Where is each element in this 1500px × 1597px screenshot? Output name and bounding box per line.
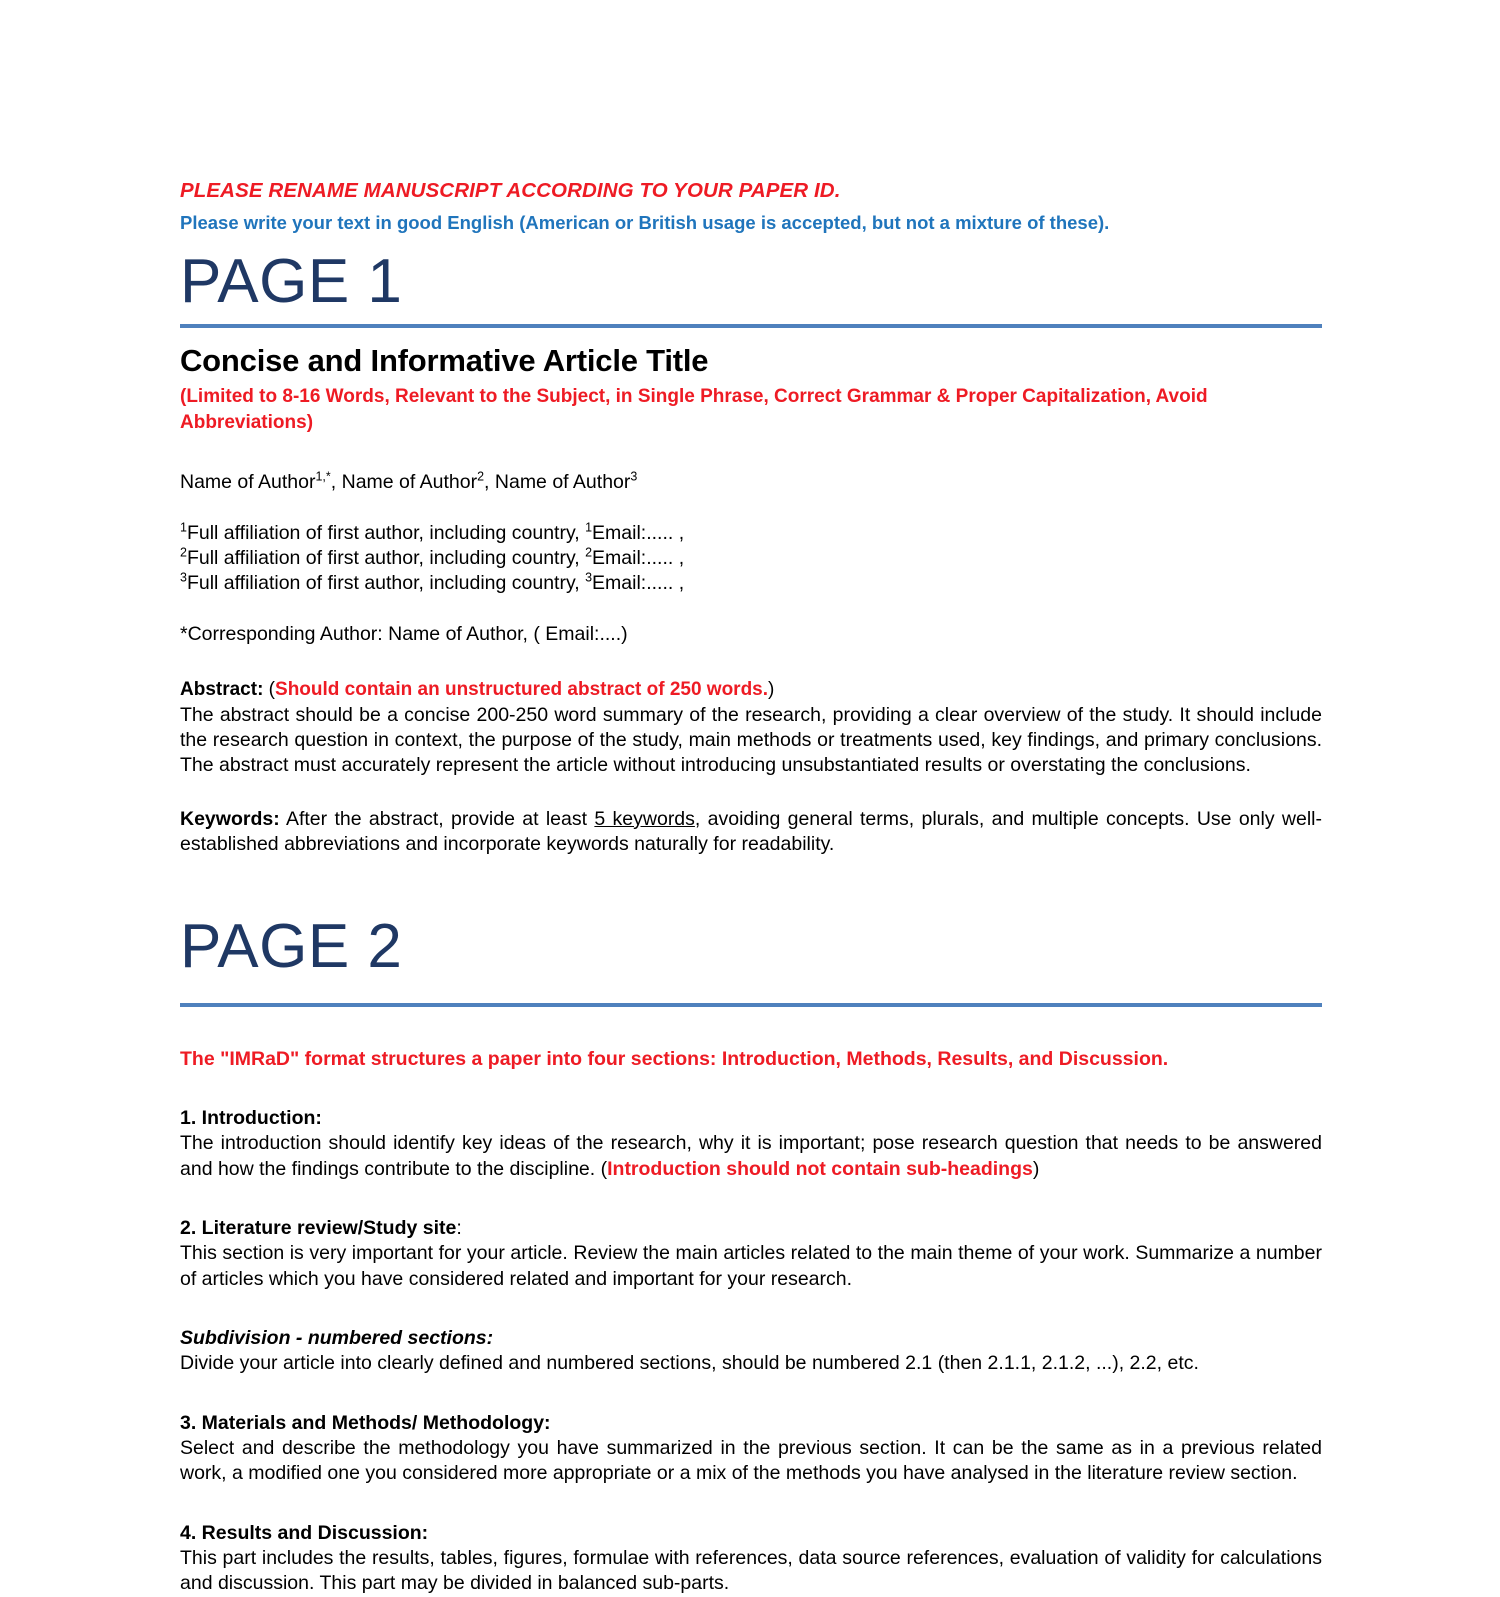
corresponding-author-line: *Corresponding Author: Name of Author, ( Email:....) xyxy=(180,622,628,645)
abstract-body: The abstract should be a concise 200-250 word summary of the research, providing a clear overview of the study. It should include the research question in context, the purpose of the study, main methods or treatments used, key findings, and primary conclusions. The abstract must accurately represent the article without introducing unsubstantiated results or overstating the conclusions. xyxy=(180,703,1322,777)
section-heading-introduction: 1. Introduction: xyxy=(180,1106,322,1129)
section-heading-literature-review xyxy=(180,1216,1322,1241)
author-2-superscript: 2 xyxy=(477,469,485,484)
section-body-subdivision: Divide your article into clearly defined and numbered sections, should be numbered 2.1 (then 2.1.1, 2.1.2, ...), 2.2, etc. xyxy=(180,1352,1199,1375)
affiliation-3-email-superscript: 3 xyxy=(585,570,593,585)
affiliation-row xyxy=(180,571,1322,596)
page-1-divider xyxy=(180,324,1322,328)
affiliation-2-text: Full affiliation of first author, including country, xyxy=(186,546,586,569)
abstract-note-close: ) xyxy=(768,679,775,701)
page-2-banner: PAGE 2 xyxy=(180,911,403,981)
affiliation-1-email: Email:..... , xyxy=(592,521,685,544)
page-1-banner: PAGE 1 xyxy=(180,247,403,317)
abstract-note-open: ( xyxy=(263,679,276,701)
page-2-divider xyxy=(180,1003,1322,1007)
document-content xyxy=(180,178,1322,1597)
english-usage-notice: Please write your text in good English (American or British usage is accepted, but not a mixture of these). xyxy=(180,212,1110,234)
keywords-text-part1: After the abstract, provide at least xyxy=(279,807,595,830)
keywords-text-part2: , avoiding general terms, plurals, and multiple concepts. Use only well-established abbreviations and incorporate keywords naturally for readability. xyxy=(180,807,1323,856)
affiliation-2-email: Email:..... , xyxy=(592,546,685,569)
affiliation-3-email: Email:..... , xyxy=(592,571,685,594)
affiliation-2-superscript: 2 xyxy=(180,545,187,560)
abstract-block xyxy=(180,677,1322,779)
affiliation-row xyxy=(180,521,1322,546)
affiliations-block xyxy=(180,521,1322,596)
section-heading-subdivision: Subdivision - numbered sections: xyxy=(180,1327,494,1349)
literature-review-heading-colon: : xyxy=(456,1216,462,1239)
abstract-label: Abstract: xyxy=(180,679,264,701)
rename-manuscript-notice: PLEASE RENAME MANUSCRIPT ACCORDING TO YOUR PAPER ID. xyxy=(180,179,841,202)
section-body-literature-review: This section is very important for your article. Review the main articles related to the main theme of your work. Summarize a number of articles which you have considered related and important for your research. xyxy=(180,1242,1322,1290)
author-separator-1: , xyxy=(330,470,342,493)
affiliation-1-email-superscript: 1 xyxy=(585,520,593,535)
keywords-underlined-term: 5 keywords xyxy=(594,807,695,830)
section-heading-materials-methods: 3. Materials and Methods/ Methodology: xyxy=(180,1411,551,1434)
author-3-name: Name of Author xyxy=(494,470,631,493)
author-1-name: Name of Author xyxy=(180,470,316,493)
abstract-heading-line xyxy=(180,677,1322,703)
section-heading-results-discussion: 4. Results and Discussion: xyxy=(180,1521,429,1544)
article-title-note: (Limited to 8-16 Words, Relevant to the Subject, in Single Phrase, Correct Grammar & Proper Capitalization, Avoid Abbreviations) xyxy=(180,386,1208,434)
affiliation-1-text: Full affiliation of first author, including country, xyxy=(186,521,586,544)
article-title: Concise and Informative Article Title xyxy=(180,343,709,379)
keywords-block xyxy=(180,807,1322,858)
affiliation-2-email-superscript: 2 xyxy=(585,545,593,560)
literature-review-heading-bold: 2. Literature review/Study site xyxy=(180,1216,457,1239)
affiliation-1-superscript: 1 xyxy=(180,520,187,535)
affiliation-3-text: Full affiliation of first author, including country, xyxy=(186,571,586,594)
author-2-name: Name of Author xyxy=(341,470,478,493)
imrad-format-note: The "IMRaD" format structures a paper into four sections: Introduction, Methods, Results, and Discussion. xyxy=(180,1047,1169,1070)
introduction-text-pre: The introduction should identify key ideas of the research, why it is important; pose research question that needs to be answered and how the findings contribute to the discipline. ( xyxy=(180,1132,1322,1180)
authors-line xyxy=(180,469,1322,495)
author-1-superscript: 1,* xyxy=(315,469,331,484)
section-body-results-discussion: This part includes the results, tables, figures, formulae with references, data source references, evaluation of validity for calculations and discussion. This part may be divided in balanced sub-parts. xyxy=(180,1547,1322,1595)
author-separator-2: , xyxy=(484,470,495,493)
abstract-note-red: Should contain an unstructured abstract of 250 words. xyxy=(275,679,769,701)
author-3-superscript: 3 xyxy=(630,469,638,484)
keywords-label: Keywords: xyxy=(180,807,280,830)
affiliation-row xyxy=(180,546,1322,571)
introduction-subheading-warning: Introduction should not contain sub-headings xyxy=(607,1157,1033,1180)
introduction-text-post: ) xyxy=(1032,1157,1040,1180)
affiliation-3-superscript: 3 xyxy=(180,570,187,585)
section-body-materials-methods: Select and describe the methodology you have summarized in the previous section. It can be the same as in a previous related work, a modified one you considered more appropriate or a mix of the methods you have analysed in the literature review section. xyxy=(180,1437,1322,1485)
section-body-introduction xyxy=(180,1131,1322,1182)
